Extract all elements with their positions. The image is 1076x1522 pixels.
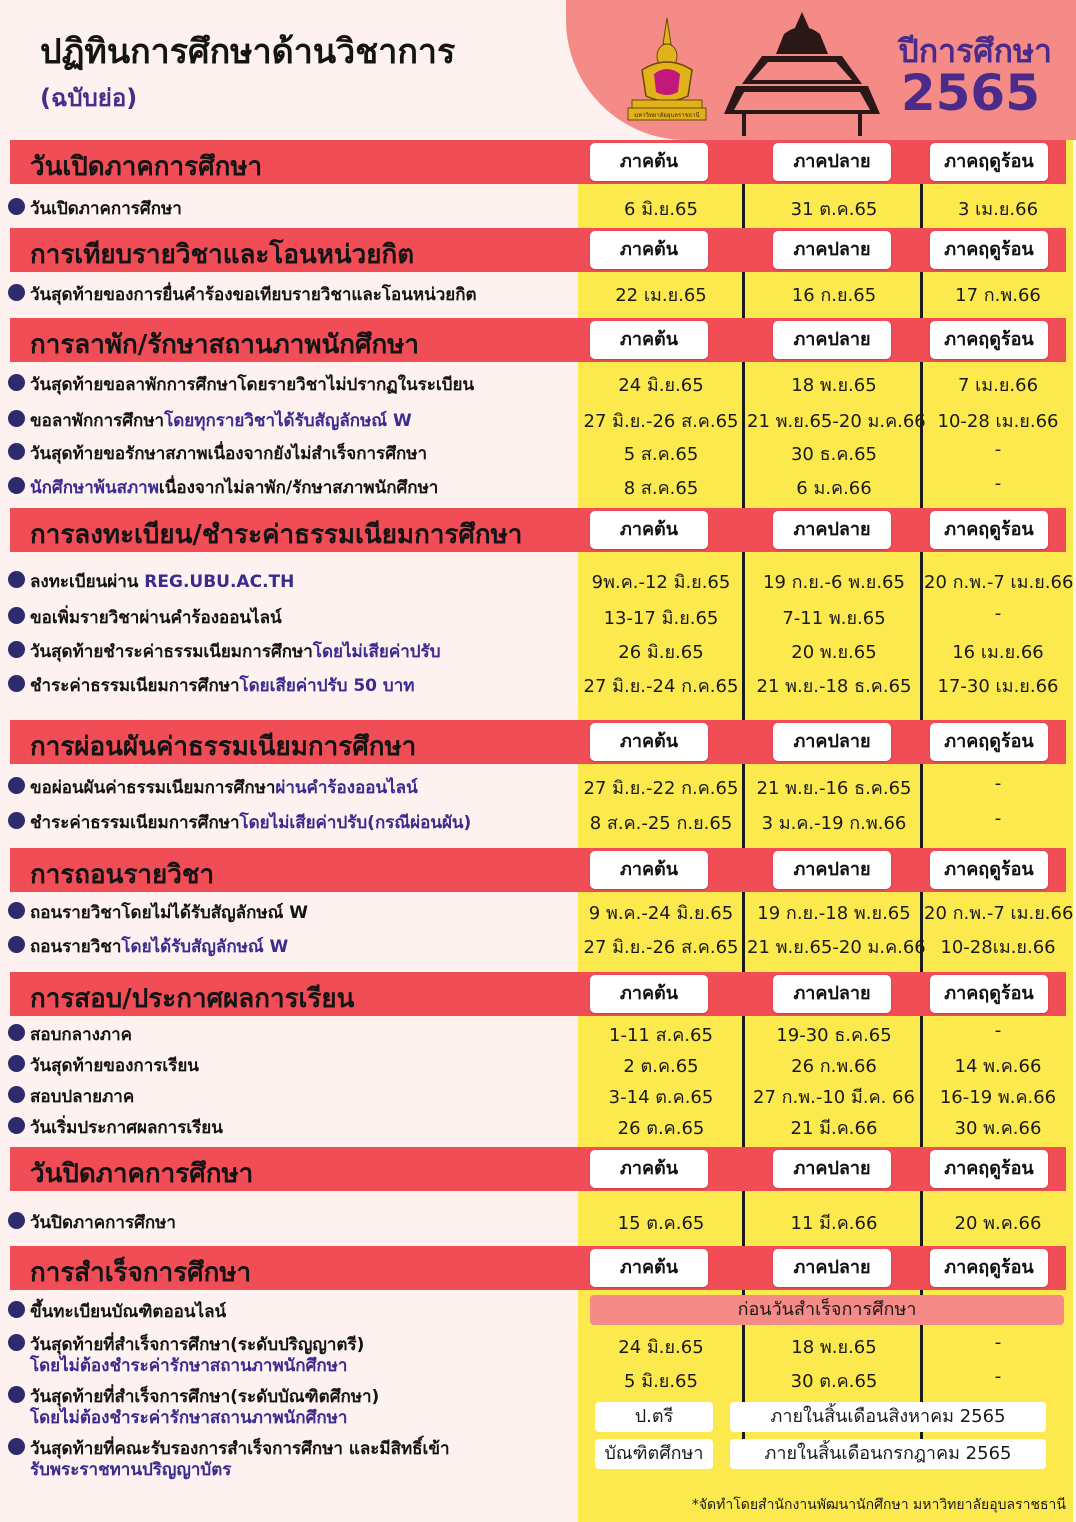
date-cell: - — [994, 1332, 1002, 1353]
bullet-icon — [8, 410, 25, 427]
list-item — [0, 601, 1076, 631]
section-header — [10, 1147, 1066, 1191]
term-label: ภาคต้น — [590, 723, 708, 761]
list-item — [0, 1111, 1076, 1141]
bullet-icon — [8, 675, 25, 692]
list-item — [0, 565, 1076, 595]
row-label — [30, 474, 438, 501]
section-header — [10, 228, 1066, 272]
date-cell: 21 พ.ย.65-20 ม.ค.66 — [747, 411, 926, 432]
term-label: ภาคฤดูร้อน — [930, 1150, 1048, 1188]
row-label-text: ขอเพิ่มรายวิชาผ่านคำร้องออนไลน์ — [30, 608, 282, 628]
term-label: ภาคปลาย — [773, 231, 891, 269]
date-cell: 5 ส.ค.65 — [623, 444, 699, 465]
bullet-icon — [8, 198, 25, 215]
bullet-icon — [8, 1438, 25, 1455]
term-label: ภาคฤดูร้อน — [930, 851, 1048, 889]
row-label — [30, 899, 308, 926]
date-cell: 27 ก.พ.-10 มี.ค. 66 — [753, 1087, 915, 1108]
date-cell: 16 เม.ย.66 — [952, 642, 1044, 663]
date-cell: 21 มี.ค.66 — [790, 1118, 878, 1139]
row-label-emphasis: REG.UBU.AC.TH — [144, 572, 295, 592]
bullet-icon — [8, 443, 25, 460]
date-cell: 30 พ.ค.66 — [954, 1118, 1042, 1139]
list-item — [0, 1049, 1076, 1079]
section-title: วันปิดภาคการศึกษา — [30, 1159, 254, 1189]
date-cell: 24 มิ.ย.65 — [618, 375, 704, 396]
row-label-emphasis: โดยไม่เสียค่าปรับ(กรณีผ่อนผัน) — [239, 813, 472, 833]
bullet-icon — [8, 1334, 25, 1351]
date-cell: 16 ก.ย.65 — [791, 285, 877, 306]
list-item — [0, 930, 1076, 960]
term-label: ภาคต้น — [590, 321, 708, 359]
date-cell: 27 มิ.ย.-24 ก.ค.65 — [583, 676, 739, 697]
date-cell: 8 ส.ค.65 — [623, 478, 699, 499]
row-label-text: ชำระค่าธรรมเนียมการศึกษา — [30, 676, 240, 696]
list-item — [0, 192, 1076, 222]
date-cell: 10-28 เม.ย.66 — [937, 411, 1059, 432]
row-label-emphasis: โดยไม่เสียค่าปรับ — [312, 642, 441, 662]
date-cell: 22 เม.ย.65 — [615, 285, 707, 306]
term-label: ภาคปลาย — [773, 975, 891, 1013]
section-title: การสอบ/ประกาศผลการเรียน — [30, 984, 355, 1014]
bullet-icon — [8, 1024, 25, 1041]
date-cell: 27 มิ.ย.-22 ก.ค.65 — [583, 778, 739, 799]
term-label: ภาคต้น — [590, 511, 708, 549]
date-cell: 3-14 ต.ค.65 — [608, 1087, 714, 1108]
section-title: การลาพัก/รักษาสถานภาพนักศึกษา — [30, 330, 420, 360]
row-label-text: วันสุดท้ายขอลาพักการศึกษาโดยรายวิชาไม่ปรากฏในระเบียน — [30, 375, 475, 395]
bullet-icon — [8, 812, 25, 829]
list-item — [0, 806, 1076, 836]
date-cell: 27 มิ.ย.-26 ส.ค.65 — [583, 937, 739, 958]
row-label-text: ขอผ่อนผันค่าธรรมเนียมการศึกษา — [30, 778, 276, 798]
row-label — [30, 774, 418, 801]
row-label: ขึ้นทะเบียนบัณฑิตออนไลน์ — [30, 1302, 227, 1322]
section-title: การสำเร็จการศึกษา — [30, 1258, 252, 1288]
date-cell: 18 พ.ย.65 — [791, 1337, 877, 1358]
bullet-icon — [8, 936, 25, 953]
section-header — [10, 318, 1066, 362]
date-cell: 16-19 พ.ค.66 — [939, 1087, 1057, 1108]
term-label: ภาคปลาย — [773, 851, 891, 889]
list-item — [0, 368, 1076, 398]
date-cell: 9พ.ค.-12 มิ.ย.65 — [591, 572, 731, 593]
row-sublabel: โดยไม่ต้องชำระค่ารักษาสถานภาพนักศึกษา — [30, 1408, 348, 1428]
row-label-emphasis: โดยเสียค่าปรับ 50 บาท — [239, 676, 415, 696]
section-title: การผ่อนผันค่าธรรมเนียมการศึกษา — [30, 732, 417, 762]
date-cell: 8 ส.ค.-25 ก.ย.65 — [589, 813, 733, 834]
row-label-text: สอบปลายภาค — [30, 1087, 135, 1107]
term-label: ภาคปลาย — [773, 511, 891, 549]
page-title: ปฏิทินการศึกษาด้านวิชาการ — [40, 32, 456, 72]
date-cell: 7 เม.ย.66 — [957, 375, 1039, 396]
bullet-icon — [8, 284, 25, 301]
list-item — [0, 278, 1076, 308]
date-cell: 20 พ.ย.65 — [791, 642, 877, 663]
academic-year: 2565 — [900, 64, 1040, 122]
row-label-text: ถอนรายวิชาโดยไม่ได้รับสัญลักษณ์ W — [30, 903, 309, 923]
date-cell: 2 ต.ค.65 — [623, 1056, 699, 1077]
row-label-text: สอบกลางภาค — [30, 1025, 133, 1045]
bullet-icon — [8, 641, 25, 658]
row-label-text: ชำระค่าธรรมเนียมการศึกษา — [30, 813, 240, 833]
term-label: ภาคฤดูร้อน — [930, 231, 1048, 269]
date-cell: 31 ต.ค.65 — [790, 199, 878, 220]
date-cell: - — [994, 773, 1002, 794]
logo-caption: มหาวิทยาลัยอุบลราชธานี — [634, 112, 700, 119]
date-cell: 11 มี.ค.66 — [790, 1213, 878, 1234]
term-label: ภาคปลาย — [773, 321, 891, 359]
row-label — [30, 933, 288, 960]
date-cell: - — [994, 1020, 1002, 1041]
row-label-text: เนื่องจากไม่ลาพัก/รักษาสภาพนักศึกษา — [158, 478, 439, 498]
date-cell: 17-30 เม.ย.66 — [937, 676, 1059, 697]
bullet-icon — [8, 374, 25, 391]
row-label-text: วันเปิดภาคการศึกษา — [30, 199, 182, 219]
section-title: การเทียบรายวิชาและโอนหน่วยกิต — [30, 240, 415, 270]
bachelor-short: ป.ตรี — [595, 1402, 713, 1432]
row-label — [30, 672, 414, 699]
row-label — [30, 281, 477, 308]
section-title: การลงทะเบียน/ชำระค่าธรรมเนียมการศึกษา — [30, 520, 523, 550]
date-cell: 26 ก.พ.66 — [791, 1056, 877, 1077]
term-label: ภาคต้น — [590, 1150, 708, 1188]
grad-deadline: ภายในสิ้นเดือนกรกฎาคม 2565 — [730, 1439, 1046, 1469]
row-label: วันสุดท้ายที่สำเร็จการศึกษา(ระดับปริญญาตรี) — [30, 1335, 365, 1355]
date-cell: 19 ก.ย.-6 พ.ย.65 — [763, 572, 905, 593]
row-label — [30, 568, 294, 595]
row-label-text: วันเริ่มประกาศผลการเรียน — [30, 1118, 223, 1138]
date-cell: 1-11 ส.ค.65 — [609, 1025, 713, 1046]
term-label: ภาคฤดูร้อน — [930, 975, 1048, 1013]
row-label — [30, 1114, 223, 1141]
term-label: ภาคฤดูร้อน — [930, 321, 1048, 359]
row-label — [30, 638, 440, 665]
date-cell: 21 พ.ย.65-20 ม.ค.66 — [747, 937, 926, 958]
date-cell: 15 ต.ค.65 — [617, 1213, 705, 1234]
date-cell: 6 ม.ค.66 — [796, 478, 872, 499]
list-item — [0, 771, 1076, 801]
date-cell: 3 ม.ค.-19 ก.พ.66 — [761, 813, 907, 834]
pagoda-emblem — [722, 10, 882, 136]
row-label-emphasis: โดยได้รับสัญลักษณ์ W — [121, 937, 289, 957]
list-item — [0, 1018, 1076, 1048]
date-cell: 27 มิ.ย.-26 ส.ค.65 — [583, 411, 739, 432]
date-cell: 9 พ.ค.-24 มิ.ย.65 — [588, 903, 734, 924]
row-label — [30, 809, 471, 836]
date-cell: 26 ต.ค.65 — [617, 1118, 705, 1139]
term-label: ภาคฤดูร้อน — [930, 723, 1048, 761]
date-cell: - — [994, 439, 1002, 460]
row-label — [30, 1209, 176, 1236]
bullet-icon — [8, 1386, 25, 1403]
term-label: ภาคต้น — [590, 231, 708, 269]
row-label-text: วันสุดท้ายของการยื่นคำร้องขอเทียบรายวิชาและโอนหน่วยกิต — [30, 285, 477, 305]
row-label — [30, 407, 412, 434]
term-label: ภาคฤดูร้อน — [930, 511, 1048, 549]
university-seal-icon — [622, 14, 712, 124]
row-label-emphasis: โดยทุกรายวิชาได้รับสัญลักษณ์ W — [164, 411, 412, 431]
bullet-icon — [8, 607, 25, 624]
date-cell: 19-30 ธ.ค.65 — [776, 1025, 892, 1046]
row-label — [30, 1083, 134, 1110]
bullet-icon — [8, 777, 25, 794]
list-item — [0, 471, 1076, 501]
date-cell: 7-11 พ.ย.65 — [782, 608, 886, 629]
date-cell: 14 พ.ค.66 — [954, 1056, 1042, 1077]
term-label: ภาคฤดูร้อน — [930, 1249, 1048, 1287]
date-cell: 17 ก.พ.66 — [955, 285, 1041, 306]
date-cell: 5 มิ.ย.65 — [624, 1371, 698, 1392]
date-cell: 24 มิ.ย.65 — [618, 1337, 704, 1358]
date-cell: 3 เม.ย.66 — [957, 199, 1039, 220]
bullet-icon — [8, 902, 25, 919]
list-item — [0, 896, 1076, 926]
university-logo — [622, 14, 712, 124]
row-sublabel: โดยไม่ต้องชำระค่ารักษาสถานภาพนักศึกษา — [30, 1356, 348, 1376]
bachelor-deadline: ภายในสิ้นเดือนสิงหาคม 2565 — [730, 1402, 1046, 1432]
row-label — [30, 604, 282, 631]
academic-year-label: ปีการศึกษา — [898, 32, 1052, 70]
date-cell: 21 พ.ย.-16 ธ.ค.65 — [756, 778, 912, 799]
register-value: ก่อนวันสำเร็จการศึกษา — [590, 1295, 1064, 1325]
row-label: วันสุดท้ายที่สำเร็จการศึกษา(ระดับบัณฑิตศึกษา) — [30, 1387, 380, 1407]
term-label: ภาคต้น — [590, 975, 708, 1013]
bullet-icon — [8, 1055, 25, 1072]
bullet-icon — [8, 1086, 25, 1103]
term-label: ภาคต้น — [590, 143, 708, 181]
row-label-text: ขอลาพักการศึกษา — [30, 411, 165, 431]
section-header — [10, 140, 1066, 184]
list-item — [0, 669, 1076, 699]
list-item — [0, 1080, 1076, 1110]
row-label: วันสุดท้ายที่คณะรับรองการสำเร็จการศึกษา และมีสิทธิ์เข้า — [30, 1439, 450, 1459]
row-label-text: วันปิดภาคการศึกษา — [30, 1213, 176, 1233]
term-label: ภาคปลาย — [773, 1249, 891, 1287]
row-label-text: ถอนรายวิชา — [30, 937, 122, 957]
date-cell: - — [994, 473, 1002, 494]
row-label — [30, 440, 427, 467]
date-cell: 10-28เม.ย.66 — [940, 937, 1056, 958]
term-label: ภาคต้น — [590, 1249, 708, 1287]
row-label — [30, 1052, 199, 1079]
term-label: ภาคปลาย — [773, 723, 891, 761]
bullet-icon — [8, 571, 25, 588]
date-cell: 19 ก.ย.-18 พ.ย.65 — [757, 903, 911, 924]
row-label — [30, 371, 474, 398]
row-label-text: วันสุดท้ายของการเรียน — [30, 1056, 199, 1076]
list-item — [0, 635, 1076, 665]
row-sublabel: รับพระราชทานปริญญาบัตร — [30, 1460, 232, 1480]
list-item — [0, 404, 1076, 434]
row-label — [30, 195, 182, 222]
row-label-text: วันสุดท้ายขอรักษาสภาพเนื่องจากยังไม่สำเร็จการศึกษา — [30, 444, 428, 464]
date-cell: 6 มิ.ย.65 — [624, 199, 698, 220]
row-label-emphasis: ผ่านคำร้องออนไลน์ — [275, 778, 418, 798]
section-header — [10, 848, 1066, 892]
date-cell: - — [994, 603, 1002, 624]
date-cell: 20 พ.ค.66 — [954, 1213, 1042, 1234]
row-label — [30, 1021, 132, 1048]
term-label: ภาคปลาย — [773, 1150, 891, 1188]
row-label-text: ลงทะเบียนผ่าน — [30, 572, 145, 592]
page-subtitle: (ฉบับย่อ) — [40, 84, 138, 112]
list-item — [0, 437, 1076, 467]
date-cell: - — [994, 1366, 1002, 1387]
date-cell: 20 ก.พ.-7 เม.ย.66 — [924, 572, 1074, 593]
term-label: ภาคฤดูร้อน — [930, 143, 1048, 181]
footer-credit: *จัดทำโดยสำนักงานพัฒนานักศึกษา มหาวิทยาลัยอุบลราชธานี — [691, 1497, 1066, 1513]
date-cell: 30 ต.ค.65 — [790, 1371, 878, 1392]
section-header — [10, 1246, 1066, 1290]
date-cell: 13-17 มิ.ย.65 — [603, 608, 719, 629]
section-title: วันเปิดภาคการศึกษา — [30, 152, 263, 182]
date-cell: 30 ธ.ค.65 — [790, 444, 877, 465]
section-header — [10, 972, 1066, 1016]
bullet-icon — [8, 1117, 25, 1134]
bullet-icon — [8, 1212, 25, 1229]
section-header — [10, 508, 1066, 552]
date-cell: 20 ก.พ.-7 เม.ย.66 — [924, 903, 1074, 924]
grad-short: บัณฑิตศึกษา — [595, 1439, 713, 1469]
term-label: ภาคต้น — [590, 851, 708, 889]
list-item — [0, 1206, 1076, 1236]
row-label-text: วันสุดท้ายชำระค่าธรรมเนียมการศึกษา — [30, 642, 313, 662]
section-header — [10, 720, 1066, 764]
date-cell: 21 พ.ย.-18 ธ.ค.65 — [756, 676, 912, 697]
section-title: การถอนรายวิชา — [30, 860, 215, 890]
term-label: ภาคปลาย — [773, 143, 891, 181]
pagoda-icon — [722, 10, 882, 136]
date-cell: - — [994, 808, 1002, 829]
bullet-icon — [8, 1301, 25, 1318]
row-label-emphasis: นักศึกษาพ้นสภาพ — [30, 478, 159, 498]
bullet-icon — [8, 477, 25, 494]
date-cell: 26 มิ.ย.65 — [618, 642, 704, 663]
date-cell: 18 พ.ย.65 — [791, 375, 877, 396]
